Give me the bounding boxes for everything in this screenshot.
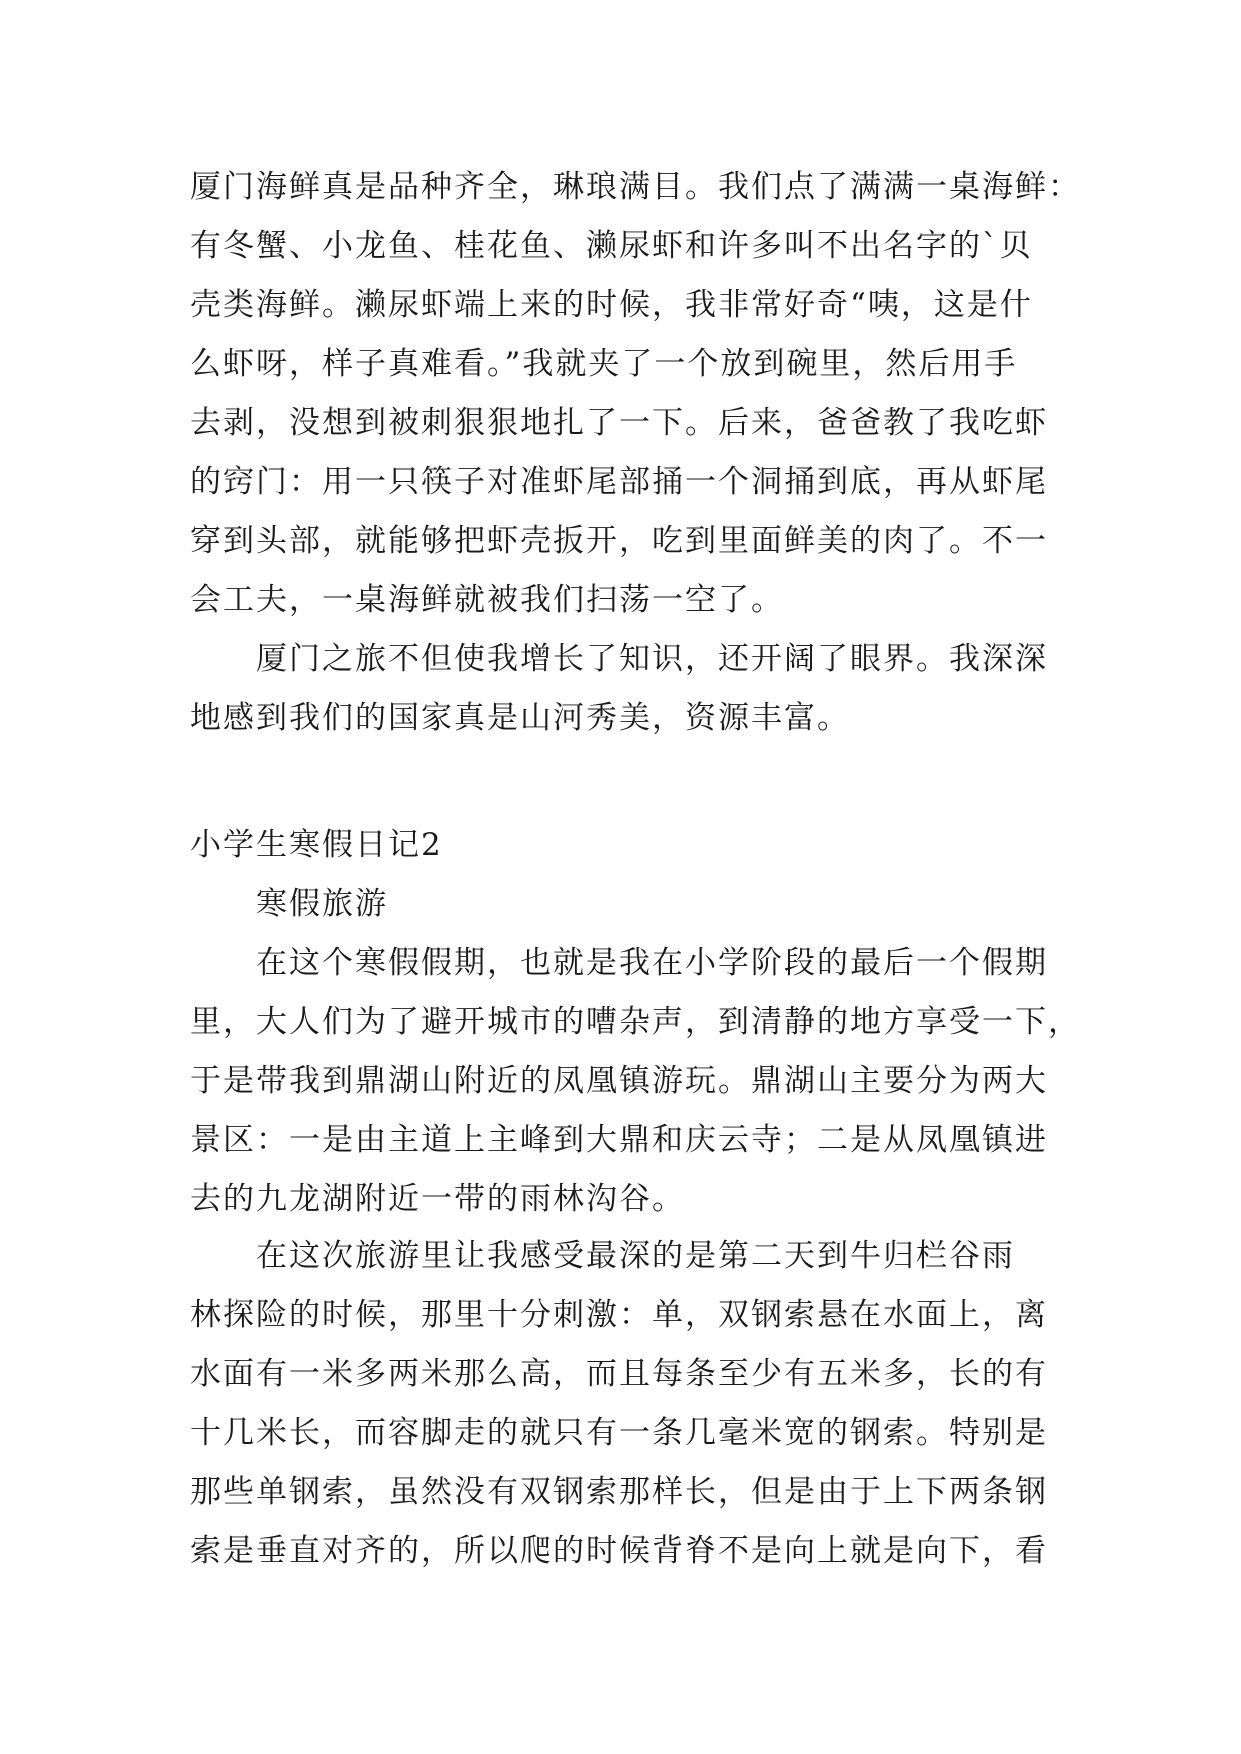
text-line: 去的九龙湖附近一带的雨林沟谷。 bbox=[190, 1181, 685, 1217]
text-line: 在这次旅游里让我感受最深的是第二天到牛归栏谷雨 bbox=[256, 1238, 1015, 1274]
text-line: 那些单钢索，虽然没有双钢索那样长，但是由于上下两条钢 bbox=[190, 1474, 1048, 1510]
diary-title-text: 小学生寒假日记2 bbox=[190, 827, 443, 863]
text-line: 地感到我们的国家真是山河秀美，资源丰富。 bbox=[190, 700, 850, 736]
paragraph-conclusion bbox=[190, 630, 1060, 748]
text-line: 厦门之旅不但使我增长了知识，还开阔了眼界。我深深 bbox=[256, 641, 1048, 677]
text-line: 么虾呀，样子真难看。”我就夹了一个放到碗里，然后用手 bbox=[190, 346, 1018, 382]
text-line: 十几米长，而容脚走的就只有一条几毫米宽的钢索。特别是 bbox=[190, 1415, 1048, 1451]
text-line: 在这个寒假假期，也就是我在小学阶段的最后一个假期 bbox=[256, 945, 1048, 981]
text-line: 厦门海鲜真是品种齐全，琳琅满目。我们点了满满一桌海鲜： bbox=[190, 169, 1081, 205]
text-line: 去剥，没想到被刺狠狠地扎了一下。后来，爸爸教了我吃虾 bbox=[190, 405, 1048, 441]
text-line: 索是垂直对齐的，所以爬的时候背脊不是向上就是向下，看 bbox=[190, 1533, 1048, 1569]
text-line: 壳类海鲜。濑尿虾端上来的时候，我非常好奇“咦，这是什 bbox=[190, 287, 1033, 323]
text-line: 有冬蟹、小龙鱼、桂花鱼、濑尿虾和许多叫不出名字的`贝 bbox=[190, 228, 1033, 264]
diary-title bbox=[190, 816, 1060, 875]
paragraph-rainforest bbox=[190, 1227, 1060, 1581]
text-line: 里，大人们为了避开城市的嘈杂声，到清静的地方享受一下， bbox=[190, 1004, 1081, 1040]
subtitle-text: 寒假旅游 bbox=[256, 886, 388, 922]
text-line: 于是带我到鼎湖山附近的凤凰镇游玩。鼎湖山主要分为两大 bbox=[190, 1063, 1048, 1099]
text-line: 林探险的时候，那里十分刺激：单，双钢索悬在水面上，离 bbox=[190, 1297, 1048, 1333]
paragraph-trip-intro bbox=[190, 934, 1081, 1229]
text-line: 景区：一是由主道上主峰到大鼎和庆云寺；二是从凤凰镇进 bbox=[190, 1122, 1048, 1158]
text-line: 穿到头部，就能够把虾壳扳开，吃到里面鲜美的肉了。不一 bbox=[190, 523, 1048, 559]
text-line: 的窍门：用一只筷子对准虾尾部捅一个洞捅到底，再从虾尾 bbox=[190, 464, 1048, 500]
text-line: 水面有一米多两米那么高，而且每条至少有五米多，长的有 bbox=[190, 1356, 1048, 1392]
text-line: 会工夫，一桌海鲜就被我们扫荡一空了。 bbox=[190, 582, 784, 618]
paragraph-seafood bbox=[190, 158, 1081, 630]
article-subtitle bbox=[190, 875, 1060, 934]
